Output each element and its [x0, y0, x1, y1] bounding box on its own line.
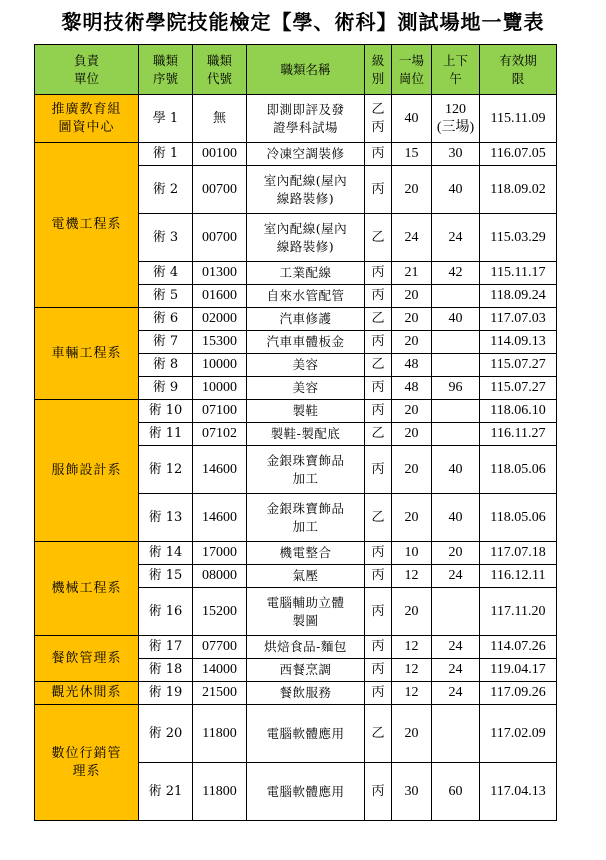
seq-cell: 術 16	[139, 588, 193, 636]
slots-cell: 30	[392, 763, 432, 821]
seq-cell: 術 9	[139, 377, 193, 400]
expiry-cell: 116.07.05	[480, 143, 557, 166]
code-cell: 17000	[193, 542, 247, 565]
expiry-cell: 118.06.10	[480, 400, 557, 423]
name-cell: 電腦軟體應用	[247, 705, 365, 763]
expiry-cell: 114.09.13	[480, 331, 557, 354]
slots-cell: 48	[392, 377, 432, 400]
sessions-cell: 24	[432, 214, 480, 262]
code-cell: 07700	[193, 636, 247, 659]
sessions-cell: 24	[432, 636, 480, 659]
sessions-cell: 40	[432, 166, 480, 214]
sessions-cell	[432, 588, 480, 636]
sessions-cell: 20	[432, 542, 480, 565]
seq-cell: 術 5	[139, 285, 193, 308]
level-cell: 丙	[365, 377, 392, 400]
expiry-cell: 114.07.26	[480, 636, 557, 659]
code-cell: 11800	[193, 763, 247, 821]
level-cell: 乙	[365, 308, 392, 331]
seq-cell: 術 12	[139, 446, 193, 494]
sessions-cell	[432, 285, 480, 308]
expiry-cell: 117.04.13	[480, 763, 557, 821]
expiry-cell: 115.07.27	[480, 354, 557, 377]
sessions-cell: 40	[432, 308, 480, 331]
name-cell: 室內配線(屋內 線路裝修)	[247, 214, 365, 262]
name-cell: 即測即評及發 證學科試場	[247, 95, 365, 143]
sessions-cell: 40	[432, 494, 480, 542]
level-cell: 丙	[365, 262, 392, 285]
header-sessions: 上下 午	[432, 45, 480, 95]
slots-cell: 20	[392, 285, 432, 308]
seq-cell: 術 10	[139, 400, 193, 423]
code-cell: 15300	[193, 331, 247, 354]
seq-cell: 術 11	[139, 423, 193, 446]
seq-cell: 術 18	[139, 659, 193, 682]
code-cell: 21500	[193, 682, 247, 705]
level-cell: 丙	[365, 166, 392, 214]
code-cell: 00700	[193, 166, 247, 214]
expiry-cell: 117.07.03	[480, 308, 557, 331]
sessions-cell	[432, 331, 480, 354]
table-row	[35, 705, 557, 763]
expiry-cell: 115.11.09	[480, 95, 557, 143]
level-cell: 乙	[365, 494, 392, 542]
name-cell: 室內配線(屋內 線路裝修)	[247, 166, 365, 214]
seq-cell: 術 4	[139, 262, 193, 285]
slots-cell: 20	[392, 331, 432, 354]
name-cell: 西餐烹調	[247, 659, 365, 682]
table-row	[35, 95, 557, 143]
table-row	[35, 308, 557, 331]
expiry-cell: 118.09.24	[480, 285, 557, 308]
header-level: 級 別	[365, 45, 392, 95]
sessions-cell	[432, 705, 480, 763]
name-cell: 烘焙食品-麵包	[247, 636, 365, 659]
level-cell: 丙	[365, 285, 392, 308]
code-cell: 14000	[193, 659, 247, 682]
unit-cell: 數位行銷管 理系	[35, 705, 139, 821]
seq-cell: 術 19	[139, 682, 193, 705]
slots-cell: 15	[392, 143, 432, 166]
seq-cell: 術 6	[139, 308, 193, 331]
sessions-cell: 96	[432, 377, 480, 400]
header-unit: 負責 單位	[35, 45, 139, 95]
slots-cell: 20	[392, 166, 432, 214]
level-cell: 乙	[365, 214, 392, 262]
level-cell: 丙	[365, 400, 392, 423]
header-code: 職類 代號	[193, 45, 247, 95]
level-cell: 丙	[365, 331, 392, 354]
code-cell: 00700	[193, 214, 247, 262]
code-cell: 10000	[193, 354, 247, 377]
expiry-cell: 116.12.11	[480, 565, 557, 588]
seq-cell: 術 8	[139, 354, 193, 377]
exam-venue-table	[34, 44, 557, 821]
name-cell: 金銀珠寶飾品 加工	[247, 494, 365, 542]
name-cell: 自來水管配管	[247, 285, 365, 308]
slots-cell: 20	[392, 446, 432, 494]
sessions-cell	[432, 400, 480, 423]
code-cell: 07102	[193, 423, 247, 446]
seq-cell: 術 7	[139, 331, 193, 354]
code-cell: 11800	[193, 705, 247, 763]
code-cell: 01300	[193, 262, 247, 285]
name-cell: 機電整合	[247, 542, 365, 565]
unit-cell: 服飾設計系	[35, 400, 139, 542]
slots-cell: 40	[392, 95, 432, 143]
slots-cell: 21	[392, 262, 432, 285]
name-cell: 冷凍空調裝修	[247, 143, 365, 166]
expiry-cell: 118.05.06	[480, 494, 557, 542]
expiry-cell: 117.02.09	[480, 705, 557, 763]
level-cell: 乙	[365, 705, 392, 763]
header-row	[35, 45, 557, 95]
name-cell: 製鞋-製配底	[247, 423, 365, 446]
sessions-cell: 24	[432, 659, 480, 682]
seq-cell: 術 15	[139, 565, 193, 588]
seq-cell: 術 20	[139, 705, 193, 763]
expiry-cell: 118.09.02	[480, 166, 557, 214]
seq-cell: 術 3	[139, 214, 193, 262]
table-row	[35, 636, 557, 659]
level-cell: 丙	[365, 636, 392, 659]
header-seq: 職類 序號	[139, 45, 193, 95]
sessions-cell	[432, 423, 480, 446]
expiry-cell: 119.04.17	[480, 659, 557, 682]
seq-cell: 術 1	[139, 143, 193, 166]
expiry-cell: 115.03.29	[480, 214, 557, 262]
expiry-cell: 116.11.27	[480, 423, 557, 446]
code-cell: 15200	[193, 588, 247, 636]
slots-cell: 12	[392, 565, 432, 588]
expiry-cell: 117.11.20	[480, 588, 557, 636]
expiry-cell: 117.09.26	[480, 682, 557, 705]
unit-cell: 車輛工程系	[35, 308, 139, 400]
level-cell: 丙	[365, 763, 392, 821]
unit-cell: 機械工程系	[35, 542, 139, 636]
expiry-cell: 117.07.18	[480, 542, 557, 565]
seq-cell: 術 14	[139, 542, 193, 565]
sessions-cell: 60	[432, 763, 480, 821]
name-cell: 美容	[247, 377, 365, 400]
level-cell: 丙	[365, 143, 392, 166]
code-cell: 00100	[193, 143, 247, 166]
expiry-cell: 115.07.27	[480, 377, 557, 400]
code-cell: 08000	[193, 565, 247, 588]
slots-cell: 20	[392, 400, 432, 423]
name-cell: 製鞋	[247, 400, 365, 423]
code-cell: 14600	[193, 494, 247, 542]
slots-cell: 24	[392, 214, 432, 262]
code-cell: 02000	[193, 308, 247, 331]
name-cell: 工業配線	[247, 262, 365, 285]
seq-cell: 術 2	[139, 166, 193, 214]
unit-cell: 推廣教育組 圖資中心	[35, 95, 139, 143]
header-slots: 一場 崗位	[392, 45, 432, 95]
table-row	[35, 542, 557, 565]
level-cell: 丙	[365, 446, 392, 494]
slots-cell: 20	[392, 705, 432, 763]
sessions-cell	[432, 354, 480, 377]
level-cell: 乙	[365, 423, 392, 446]
level-cell: 丙	[365, 542, 392, 565]
unit-cell: 電機工程系	[35, 143, 139, 308]
slots-cell: 12	[392, 682, 432, 705]
sessions-cell: 120 (三場)	[432, 95, 480, 143]
sessions-cell: 40	[432, 446, 480, 494]
code-cell: 01600	[193, 285, 247, 308]
slots-cell: 12	[392, 636, 432, 659]
header-expiry: 有效期 限	[480, 45, 557, 95]
header-name: 職類名稱	[247, 45, 365, 95]
slots-cell: 20	[392, 423, 432, 446]
seq-cell: 術 21	[139, 763, 193, 821]
sessions-cell: 24	[432, 565, 480, 588]
name-cell: 金銀珠寶飾品 加工	[247, 446, 365, 494]
name-cell: 汽車修護	[247, 308, 365, 331]
name-cell: 餐飲服務	[247, 682, 365, 705]
code-cell: 10000	[193, 377, 247, 400]
slots-cell: 20	[392, 494, 432, 542]
code-cell: 07100	[193, 400, 247, 423]
name-cell: 氣壓	[247, 565, 365, 588]
name-cell: 電腦輔助立體 製圖	[247, 588, 365, 636]
name-cell: 美容	[247, 354, 365, 377]
name-cell: 電腦軟體應用	[247, 763, 365, 821]
unit-cell: 觀光休閒系	[35, 682, 139, 705]
slots-cell: 10	[392, 542, 432, 565]
table-row	[35, 682, 557, 705]
level-cell: 丙	[365, 682, 392, 705]
sessions-cell: 24	[432, 682, 480, 705]
sessions-cell: 30	[432, 143, 480, 166]
code-cell: 14600	[193, 446, 247, 494]
table-row	[35, 400, 557, 423]
seq-cell: 術 17	[139, 636, 193, 659]
page-title: 黎明技術學院技能檢定【學、術科】測試場地一覽表	[61, 10, 545, 34]
level-cell: 乙	[365, 354, 392, 377]
level-cell: 乙 丙	[365, 95, 392, 143]
slots-cell: 20	[392, 308, 432, 331]
level-cell: 丙	[365, 565, 392, 588]
name-cell: 汽車車體板金	[247, 331, 365, 354]
level-cell: 丙	[365, 659, 392, 682]
level-cell: 丙	[365, 588, 392, 636]
slots-cell: 48	[392, 354, 432, 377]
slots-cell: 12	[392, 659, 432, 682]
expiry-cell: 115.11.17	[480, 262, 557, 285]
code-cell: 無	[193, 95, 247, 143]
unit-cell: 餐飲管理系	[35, 636, 139, 682]
seq-cell: 學 1	[139, 95, 193, 143]
slots-cell: 20	[392, 588, 432, 636]
seq-cell: 術 13	[139, 494, 193, 542]
expiry-cell: 118.05.06	[480, 446, 557, 494]
table-row	[35, 143, 557, 166]
sessions-cell: 42	[432, 262, 480, 285]
